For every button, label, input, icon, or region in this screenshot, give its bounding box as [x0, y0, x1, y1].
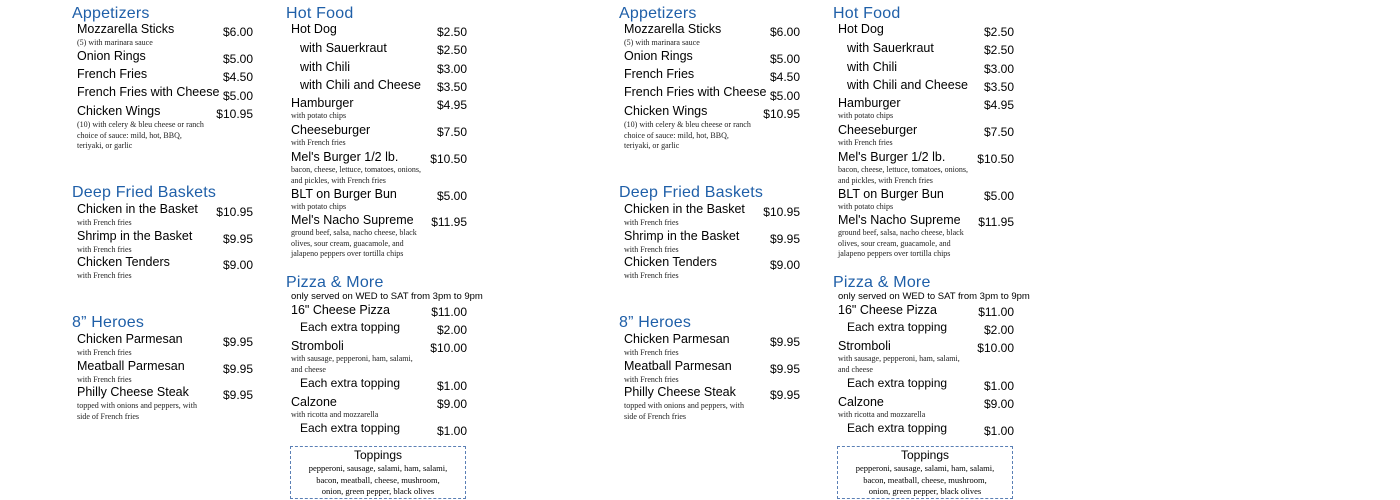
item-price: $7.50	[983, 125, 1014, 139]
item-price: $9.95	[769, 388, 800, 402]
item-price: $10.95	[216, 107, 253, 121]
item-name: with Sauerkraut	[300, 41, 387, 55]
toppings-box	[290, 446, 466, 499]
note-days: WED to SAT	[355, 291, 409, 302]
item-desc: (5) with marinara sauce	[624, 38, 700, 47]
item-name: Shrimp in the Basket	[624, 229, 740, 243]
item-name: Mel's Burger 1/2 lb.	[838, 150, 946, 164]
menu-panel-left	[72, 0, 492, 500]
item-price: $9.95	[769, 335, 800, 349]
item-desc: topped with onions and peppers, with side of French fries	[77, 401, 197, 421]
section-title-deep-fried-baskets: Deep Fried Baskets	[619, 184, 764, 201]
item-desc: with potato chips	[838, 111, 894, 120]
item-desc: ground beef, salsa, nacho cheese, black olives, sour cream, guacamole, and jalapeno peppers over tortilla chips	[838, 228, 964, 258]
item-name: Hamburger	[291, 96, 354, 110]
item-name: Mozzarella Sticks	[624, 22, 722, 36]
item-price: $10.95	[763, 205, 800, 219]
item-name: Calzone	[838, 395, 884, 409]
item-price: $10.95	[216, 205, 253, 219]
menu-panel-right	[619, 0, 1039, 500]
item-desc: topped with onions and peppers, with side of French fries	[624, 401, 744, 421]
item-name: Hot Dog	[838, 22, 884, 36]
toppings-box	[837, 446, 1013, 499]
item-price: $3.00	[983, 62, 1014, 76]
item-name: French Fries	[77, 67, 148, 81]
item-price: $9.95	[769, 232, 800, 246]
item-desc: with French fries	[838, 138, 893, 147]
item-name: Hamburger	[838, 96, 901, 110]
item-name: Chicken in the Basket	[77, 202, 198, 216]
item-desc: with French fries	[77, 348, 132, 357]
item-price: $10.00	[430, 341, 467, 355]
note-prefix: only served on	[291, 291, 353, 302]
item-name: Hot Dog	[291, 22, 337, 36]
item-price: $9.95	[222, 232, 253, 246]
item-desc: with potato chips	[838, 202, 894, 211]
item-price: $9.00	[983, 397, 1014, 411]
item-name: Stromboli	[838, 339, 891, 353]
menu-column-right	[286, 0, 483, 500]
note-prefix: only served on	[838, 291, 900, 302]
item-name: 16" Cheese Pizza	[291, 303, 390, 317]
item-price: $9.95	[222, 388, 253, 402]
item-price: $2.50	[436, 25, 467, 39]
section-title-pizza-more: Pizza & More	[833, 274, 931, 291]
item-desc: (5) with marinara sauce	[77, 38, 153, 47]
section-title-heroes: 8” Heroes	[72, 314, 145, 331]
item-price: $11.00	[978, 305, 1014, 319]
item-name: with Chili and Cheese	[847, 78, 968, 92]
item-price: $1.00	[983, 424, 1014, 438]
item-price: $5.00	[222, 52, 253, 66]
item-price: $5.00	[769, 52, 800, 66]
toppings-title: Toppings	[900, 448, 950, 462]
toppings-list: pepperoni, sausage, salami, ham, salami, bacon, meatball, cheese, mushroom, onion, green pepper, black olives	[855, 463, 995, 496]
item-name: Stromboli	[291, 339, 344, 353]
item-price: $9.00	[769, 258, 800, 272]
item-price: $11.95	[431, 215, 467, 229]
item-price: $3.50	[436, 80, 467, 94]
item-name: BLT on Burger Bun	[838, 187, 944, 201]
item-price: $4.50	[769, 70, 800, 84]
note-suffix: from 3pm to 9pm	[958, 291, 1030, 302]
item-desc: with ricotta and mozzarella	[838, 410, 926, 419]
section-title-pizza-more: Pizza & More	[286, 274, 384, 291]
item-name: Mel's Nacho Supreme	[838, 213, 961, 227]
item-name: Shrimp in the Basket	[77, 229, 193, 243]
item-price: $2.50	[436, 43, 467, 57]
item-name: Chicken Parmesan	[77, 332, 183, 346]
item-price: $2.50	[983, 25, 1014, 39]
menu-column-left	[619, 0, 809, 500]
item-desc: with French fries	[77, 271, 132, 280]
item-name: French Fries with Cheese	[77, 85, 220, 99]
item-price: $10.50	[430, 152, 467, 166]
item-desc: (10) with celery & bleu cheese or ranch choice of sauce: mild, hot, BBQ, teriyaki, or garlic	[624, 120, 751, 150]
menu-column-left	[72, 0, 262, 500]
item-desc: with French fries	[77, 375, 132, 384]
item-name: Cheeseburger	[838, 123, 918, 137]
item-price: $9.95	[222, 362, 253, 376]
item-price: $9.95	[769, 362, 800, 376]
item-name: Mel's Nacho Supreme	[291, 213, 414, 227]
item-name: Each extra topping	[847, 320, 948, 334]
item-name: Chicken Wings	[77, 104, 161, 118]
item-name: Mel's Burger 1/2 lb.	[291, 150, 399, 164]
item-price: $6.00	[769, 25, 800, 39]
item-price: $5.00	[769, 89, 800, 103]
item-price: $6.00	[222, 25, 253, 39]
item-name: Each extra topping	[300, 421, 401, 435]
item-price: $2.50	[983, 43, 1014, 57]
item-name: Chicken Parmesan	[624, 332, 730, 346]
item-price: $9.00	[436, 397, 467, 411]
item-price: $1.00	[983, 379, 1014, 393]
item-price: $11.00	[431, 305, 467, 319]
toppings-title: Toppings	[353, 448, 403, 462]
item-price: $5.00	[983, 189, 1014, 203]
item-name: Meatball Parmesan	[77, 359, 185, 373]
item-price: $9.95	[222, 335, 253, 349]
item-desc: ground beef, salsa, nacho cheese, black olives, sour cream, guacamole, and jalapeno peppers over tortilla chips	[291, 228, 417, 258]
item-name: with Chili	[847, 60, 898, 74]
item-desc: with ricotta and mozzarella	[291, 410, 379, 419]
item-name: BLT on Burger Bun	[291, 187, 397, 201]
item-name: Onion Rings	[77, 49, 146, 63]
item-price: $9.00	[222, 258, 253, 272]
item-name: Chicken in the Basket	[624, 202, 745, 216]
pizza-availability-note	[838, 291, 1030, 302]
item-desc: with French fries	[77, 218, 132, 227]
item-name: French Fries	[624, 67, 695, 81]
item-price: $3.00	[436, 62, 467, 76]
item-name: with Chili	[300, 60, 351, 74]
item-price: $2.00	[436, 323, 467, 337]
item-desc: with French fries	[624, 348, 679, 357]
item-name: Onion Rings	[624, 49, 693, 63]
item-price: $4.95	[983, 98, 1014, 112]
item-price: $10.00	[977, 341, 1014, 355]
item-desc: with French fries	[291, 138, 346, 147]
item-price: $2.00	[983, 323, 1014, 337]
item-price: $7.50	[436, 125, 467, 139]
item-price: $3.50	[983, 80, 1014, 94]
item-name: Chicken Tenders	[624, 255, 717, 269]
note-days: WED to SAT	[902, 291, 956, 302]
item-name: with Chili and Cheese	[300, 78, 421, 92]
item-name: Each extra topping	[847, 421, 948, 435]
item-price: $10.95	[763, 107, 800, 121]
toppings-list: pepperoni, sausage, salami, ham, salami, bacon, meatball, cheese, mushroom, onion, green pepper, black olives	[308, 463, 448, 496]
item-desc: with French fries	[624, 245, 679, 254]
item-desc: bacon, cheese, lettuce, tomatoes, onions, and pickles, with French fries	[838, 165, 968, 185]
section-title-appetizers: Appetizers	[619, 5, 697, 22]
section-title-hot-food: Hot Food	[833, 5, 901, 22]
section-title-deep-fried-baskets: Deep Fried Baskets	[72, 184, 217, 201]
item-name: Mozzarella Sticks	[77, 22, 175, 36]
item-desc: with French fries	[624, 271, 679, 280]
item-desc: bacon, cheese, lettuce, tomatoes, onions, and pickles, with French fries	[291, 165, 421, 185]
item-desc: with French fries	[77, 245, 132, 254]
item-name: French Fries with Cheese	[624, 85, 767, 99]
item-name: Each extra topping	[847, 376, 948, 390]
item-desc: with potato chips	[291, 111, 347, 120]
item-price: $11.95	[978, 215, 1014, 229]
item-name: Meatball Parmesan	[624, 359, 732, 373]
item-desc: (10) with celery & bleu cheese or ranch choice of sauce: mild, hot, BBQ, teriyaki, or garlic	[77, 120, 204, 150]
pizza-availability-note	[291, 291, 483, 302]
item-name: Chicken Tenders	[77, 255, 170, 269]
section-title-hot-food: Hot Food	[286, 5, 354, 22]
item-desc: with French fries	[624, 375, 679, 384]
item-name: Each extra topping	[300, 376, 401, 390]
item-price: $5.00	[436, 189, 467, 203]
item-price: $5.00	[222, 89, 253, 103]
item-name: Philly Cheese Steak	[624, 385, 736, 399]
item-name: Philly Cheese Steak	[77, 385, 189, 399]
item-price: $1.00	[436, 379, 467, 393]
item-name: 16" Cheese Pizza	[838, 303, 937, 317]
item-desc: with sausage, pepperoni, ham, salami, and cheese	[838, 354, 960, 374]
item-desc: with potato chips	[291, 202, 347, 211]
item-desc: with sausage, pepperoni, ham, salami, and cheese	[291, 354, 413, 374]
item-name: with Sauerkraut	[847, 41, 934, 55]
item-name: Calzone	[291, 395, 337, 409]
item-name: Cheeseburger	[291, 123, 371, 137]
item-desc: with French fries	[624, 218, 679, 227]
menu-column-right	[833, 0, 1030, 500]
item-price: $1.00	[436, 424, 467, 438]
item-name: Chicken Wings	[624, 104, 708, 118]
item-name: Each extra topping	[300, 320, 401, 334]
item-price: $4.95	[436, 98, 467, 112]
item-price: $4.50	[222, 70, 253, 84]
section-title-appetizers: Appetizers	[72, 5, 150, 22]
note-suffix: from 3pm to 9pm	[411, 291, 483, 302]
section-title-heroes: 8” Heroes	[619, 314, 692, 331]
item-price: $10.50	[977, 152, 1014, 166]
